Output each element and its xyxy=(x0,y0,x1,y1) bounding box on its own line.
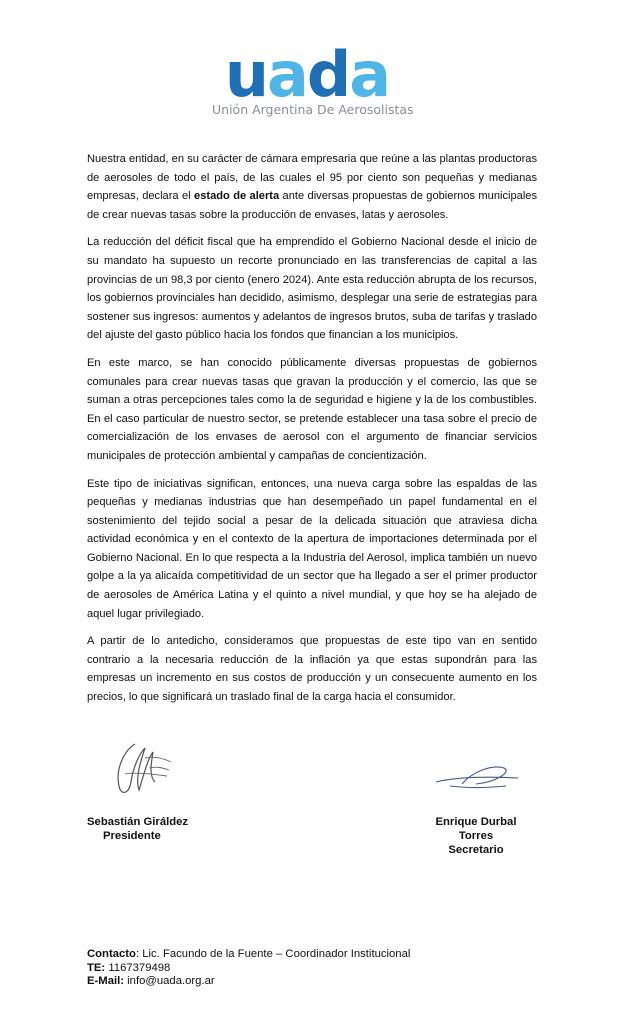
paragraph-5: A partir de lo antedicho, consideramos que propuestas de este tipo van en sentido contrario a la necesaria reducción de la inflación ya que estas supondrán para las empresas un incremento en sus costos de producción y un consecuente aumento en los precios, lo que significará un traslado final de la carga hacia el consumidor. xyxy=(87,635,537,704)
uada-logo-mark xyxy=(212,40,402,102)
contact-line: Contacto: Lic. Facundo de la Fuente – Coordinador Institucional xyxy=(87,948,411,960)
paragraph-4: Este tipo de iniciativas significan, entonces, una nueva carga sobre las espaldas de las pequeñas y medianas industrias que han desempeñado un papel fundamental en el sostenimiento del tejido social a pesar de la delicada situación que atraviesa dicha actividad económica y en el contexto de la apertura de importaciones determinada por el Gobierno Nacional. En lo que respecta a la Industria del Aerosol, implica también un nuevo golpe a la ya alicaída competitividad de un sector que ha llegado a ser el primer productor de aerosoles de América Latina y el quinto a nivel mundial, y que hoy se ha alejado de aquel lugar privilegiado. xyxy=(87,477,537,620)
svg-text:uada: uada xyxy=(224,40,390,102)
paragraph-2: La reducción del déficit fiscal que ha emprendido el Gobierno Nacional desde el inicio de su mandato ha supuesto un recorte pronunciado en las transferencias de capital a las provincias de un 98,3 por ciento (enero 2024). Ante esta reducción abrupta de los recursos, los gobiernos provinciales han decidido, asimismo, desplegar una serie de estrategias para sostener sus ingresos: aumentos y adelantos de ingresos brutos, suba de tarifas y traslado del ajuste del gasto público hacia los fondos que financian a los municipios. xyxy=(87,236,537,342)
signer-president xyxy=(87,815,188,843)
email-line: E-Mail: info@uada.org.ar xyxy=(87,975,215,987)
signature-right xyxy=(432,760,524,794)
signature-left xyxy=(105,738,177,804)
contact-footer xyxy=(87,948,410,989)
paragraph-1: Nuestra entidad, en su carácter de cámara empresaria que reúne a las plantas productoras de aerosoles de todo el país, de las cuales el 95 por ciento son pequeñas y medianas empresas, declara el estado de alerta ante diversas propuestas de gobiernos municipales de crear nuevas tasas sobre la producción de envases, latas y aerosoles. xyxy=(87,153,537,221)
alert-highlight: estado de alerta xyxy=(194,190,280,203)
signer-role: Presidente xyxy=(103,830,161,842)
signer-secretary xyxy=(417,815,535,857)
letter-body xyxy=(87,150,537,716)
paragraph-3: En este marco, se han conocido públicamente diversas propuestas de gobiernos comunales para crear nuevas tasas que gravan la producción y el comercio, las que se suman a otras percepciones tales como la de seguridad e higiene y la de los combustibles. En el caso particular de nuestro sector, se pretende establecer una tasa sobre el precio de comercialización de los envases de aerosol con el argumento de financiar servicios municipales de protección ambiental y campañas de concientización. xyxy=(87,356,537,462)
uada-logo xyxy=(212,40,414,120)
signer-role: Secretario xyxy=(448,844,504,856)
signer-name: Sebastián Giráldez xyxy=(87,816,189,828)
logo-subtitle: Unión Argentina De Aerosolistas xyxy=(212,102,414,117)
phone-line: TE: 1167379498 xyxy=(87,961,171,974)
signer-name: Enrique Durbal Torres xyxy=(435,816,517,842)
